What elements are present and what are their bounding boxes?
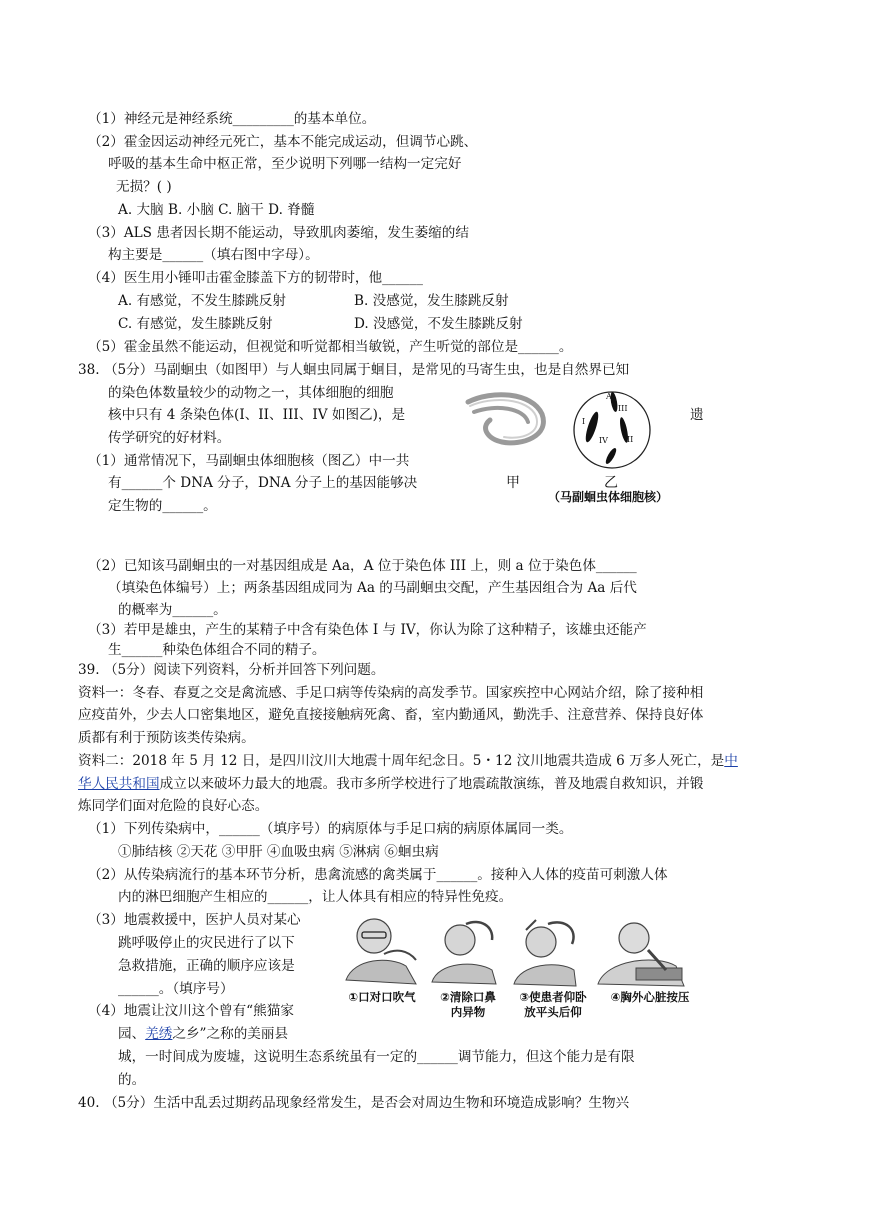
q39-2-cont: 内的淋巴细胞产生相应的______，让人体具有相应的特异性免疫。 [118, 889, 513, 905]
q37-2-cont2: 无损？( ) [116, 179, 172, 195]
worm-image [468, 395, 543, 443]
chromosome-label-i: I [582, 417, 586, 426]
q37-2-options: A. 大脑 B. 小脑 C. 脑干 D. 脊髓 [118, 202, 315, 218]
q38-stem-3: 核中只有 4 条染色体(I、II、III、IV 如图乙)，是 [108, 407, 406, 423]
q38-stem-4: 传学研究的好材料。 [108, 430, 231, 446]
first-aid-caption-3: ③使患者仰卧 放平头后仰 [519, 990, 587, 1019]
q38-1-cont2: 定生物的______。 [108, 498, 217, 514]
nucleus-image [574, 392, 650, 468]
q37-3: （3）ALS 患者因长期不能运动，导致肌肉萎缩，发生萎缩的结 [88, 225, 469, 241]
q39-material2-text: 资料二：2018 年 5 月 12 日，是四川汶川大地震十周年纪念日。5・12 汶川地震共造成 6 万多人死亡，是 [78, 753, 725, 769]
first-aid-image-1 [338, 914, 422, 986]
q39-material2-cont2: 炼同学们面对危险的良好心态。 [78, 798, 269, 814]
gene-label-a: A [606, 392, 612, 401]
q38-2-cont: （填染色体编号）上；两条基因组成同为 Aa 的马副蛔虫交配，产生基因组合为 Aa 后代 [108, 580, 637, 596]
q39-4-cont3: 的。 [118, 1072, 146, 1088]
q39-3: （3）地震救援中，医护人员对某心 [88, 912, 301, 928]
q37-1: （1）神经元是神经系统_________的基本单位。 [88, 111, 376, 127]
q39-stem: 39. （5分）阅读下列资料，分析并回答下列问题。 [78, 662, 385, 678]
q37-2-cont: 呼吸的基本生命中枢正常，至少说明下列哪一结构一定完好 [108, 156, 462, 172]
q39-material1-cont: 应疫苗外，少去人口密集地区，避免直接接触病死禽、畜，室内勤通风，勤洗手、注意营养、保持良好体 [78, 707, 704, 723]
q37-3-cont: 构主要是______（填右图中字母）。 [108, 247, 319, 263]
figure-caption-nucleus: （马副蛔虫体细胞核） [548, 490, 669, 504]
q37-2: （2）霍金因运动神经元死亡，基本不能完成运动，但调节心跳、 [88, 134, 478, 150]
first-aid-image-3 [514, 920, 576, 986]
q39-4: （4）地震让汶川这个曾有“熊猫家 [88, 1003, 294, 1019]
figure-label-yi: 乙 [604, 475, 618, 491]
q39-3-cont3: ______。（填序号） [118, 981, 234, 997]
figure-label-jia: 甲 [506, 475, 520, 491]
first-aid-caption-1: ①口对口吹气 [348, 990, 416, 1004]
q37-4-opt-d: D. 没感觉，不发生膝跳反射 [354, 316, 523, 332]
q39-material1-cont2: 质都有利于预防该类传染病。 [78, 730, 255, 746]
q38-1-cont: 有______个 DNA 分子，DNA 分子上的基因能够决 [108, 475, 418, 491]
q39-1-options: ①肺结核 ②天花 ③甲肝 ④血吸虫病 ⑤淋病 ⑥蛔虫病 [118, 844, 439, 860]
q39-4-cont-a: 园、 [118, 1026, 146, 1042]
q37-4-opt-c: C. 有感觉，发生膝跳反射 [118, 316, 273, 332]
q38-stem: 38. （5分）马副蛔虫（如图甲）与人蛔虫同属于蛔目，是常见的马寄生虫，也是自然界已知 [78, 362, 630, 378]
q39-4-cont2: 城，一时间成为废墟，这说明生态系统虽有一定的______调节能力，但这个能力是有限 [118, 1049, 635, 1065]
prc-link-cont[interactable]: 华人民共和国 [78, 776, 160, 792]
first-aid-caption-4: ④胸外心脏按压 [610, 990, 690, 1004]
q37-5: （5）霍金虽然不能运动，但视觉和听觉都相当敏锐，产生听觉的部位是______。 [88, 339, 573, 355]
q38-stem-2: 的染色体数量较少的动物之一，其体细胞的细胞 [108, 385, 394, 401]
q39-2: （2）从传染病流行的基本环节分析，患禽流感的禽类属于______。接种入人体的疫苗可刺激人体 [88, 867, 668, 883]
q40-stem: 40. （5分）生活中乱丢过期药品现象经常发生，是否会对周边生物和环境造成影响？生物兴 [78, 1095, 630, 1111]
q38-3: （3）若甲是雄虫，产生的某精子中含有染色体 I 与 IV，你认为除了这种精子，该雄虫还能产 [88, 622, 647, 638]
q39-3-cont: 跳呼吸停止的灾民进行了以下 [118, 935, 295, 951]
chromosome-label-iii: III [618, 404, 628, 413]
chromosome-label-iv: IV [599, 436, 608, 445]
q39-1: （1）下列传染病中，______（填序号）的病原体与手足口病的病原体属同一类。 [88, 821, 573, 837]
q38-2: （2）已知该马副蛔虫的一对基因组成是 Aa，A 位于染色体 III 上，则 a 位于染色体______ [88, 558, 637, 574]
q37-4-opt-a: A. 有感觉，不发生膝跳反射 [118, 293, 286, 309]
q37-4-opt-b: B. 没感觉，发生膝跳反射 [354, 293, 509, 309]
q39-material2 [78, 752, 738, 770]
q38-stem-3-tail: 遗 [690, 407, 704, 423]
first-aid-caption-2: ②清除口鼻 内异物 [440, 990, 496, 1019]
q38-2-cont2: 的概率为______。 [118, 602, 227, 618]
q37-4: （4）医生用小锤叩击霍金膝盖下方的韧带时，他______ [88, 270, 423, 286]
first-aid-figure [336, 910, 706, 988]
q39-4-cont-c: 之乡”之称的美丽县 [172, 1026, 289, 1042]
q39-material2-cont-text: 成立以来破坏力最大的地震。我市多所学校进行了地震疏散演练，普及地震自救知识，并锻 [159, 776, 704, 792]
q38-1: （1）通常情况下，马副蛔虫体细胞核（图乙）中一共 [88, 453, 410, 469]
q38-3-cont: 生______种染色体组合不同的精子。 [108, 642, 326, 658]
q39-material2-cont [78, 775, 703, 793]
chromosome-label-ii: II [627, 435, 634, 444]
qiangxiu-link[interactable]: 羌绣 [145, 1026, 173, 1042]
q39-3-cont2: 急救措施，正确的顺序应该是 [118, 958, 295, 974]
first-aid-image-4 [598, 923, 684, 986]
q39-material1: 资料一：冬春、春夏之交是禽流感、手足口病等传染病的高发季节。国家疾控中心网站介绍，除了接种相 [78, 685, 704, 701]
prc-link[interactable]: 中 [724, 753, 738, 769]
q39-4-cont [118, 1025, 288, 1043]
first-aid-image-2 [432, 922, 496, 984]
